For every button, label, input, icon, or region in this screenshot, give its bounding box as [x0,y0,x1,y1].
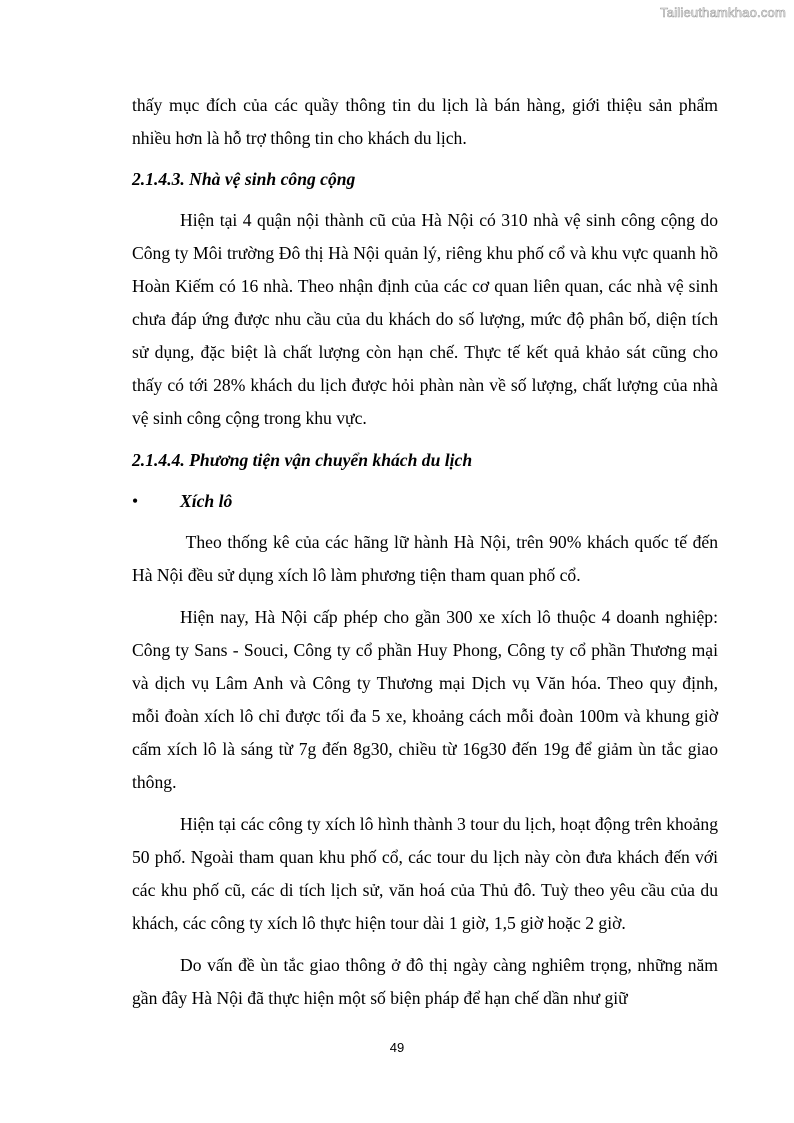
paragraph-public-toilets: Hiện tại 4 quận nội thành cũ của Hà Nội có 310 nhà vệ sinh công cộng do Công ty Môi trường Đô thị Hà Nội quản lý, riêng khu phố cổ và khu vực quanh hồ Hoàn Kiếm có 16 nhà. Theo nhận định của các cơ quan liên quan, các nhà vệ sinh chưa đáp ứng được nhu cầu của du khách do số lượng, mức độ phân bố, diện tích sử dụng, đặc biệt là chất lượng còn hạn chế. Thực tế kết quả khảo sát cũng cho thấy có tới 28% khách du lịch được hỏi phàn nàn về số lượng, chất lượng của nhà vệ sinh công cộng trong khu vực. [132,210,718,428]
bullet-icon: • [132,491,139,511]
paragraph-cyclo-tours: Hiện tại các công ty xích lô hình thành 3 tour du lịch, hoạt động trên khoảng 50 phố. Ngoài tham quan khu phố cổ, các tour du lịch này còn đưa khách đến với các khu phố cũ, các di tích lịch sử, văn hoá của Thủ đô. Tuỳ theo yêu cầu của du khách, các công ty xích lô thực hiện tour dài 1 giờ, 1,5 giờ hoặc 2 giờ. [132,814,718,933]
paragraph-traffic: Do vấn đề ùn tắc giao thông ở đô thị ngày càng nghiêm trọng, những năm gần đây Hà Nội đã thực hiện một số biện pháp để hạn chế dần như giữ [132,955,718,1008]
page-body [132,89,723,1024]
bullet-item-cyclo [132,485,718,518]
paragraph-cyclo-stats: Theo thống kê của các hãng lữ hành Hà Nội, trên 90% khách quốc tế đến Hà Nội đều sử dụng xích lô làm phương tiện tham quan phố cổ. [132,532,723,585]
watermark-text: Tailieuthamkhao.com [660,5,786,20]
page-number: 49 [389,1040,405,1055]
section-heading-public-toilets: 2.1.4.3. Nhà vệ sinh công cộng [132,169,356,189]
paragraph-continuation: thấy mục đích của các quầy thông tin du lịch là bán hàng, giới thiệu sản phẩm nhiều hơn là hỗ trợ thông tin cho khách du lịch. [132,95,718,148]
section-heading-transport: 2.1.4.4. Phương tiện vận chuyển khách du lịch [132,450,473,470]
paragraph-cyclo-licensing: Hiện nay, Hà Nội cấp phép cho gần 300 xe xích lô thuộc 4 doanh nghiệp: Công ty Sans - Souci, Công ty cổ phần Huy Phong, Công ty cổ phần Thương mại và dịch vụ Lâm Anh và Công ty Thương mại Dịch vụ Văn hóa. Theo quy định, mỗi đoàn xích lô chỉ được tối đa 5 xe, khoảng cách mỗi đoàn 100m và khung giờ cấm xích lô là sáng từ 7g đến 8g30, chiều từ 16g30 đến 19g để giảm ùn tắc giao thông. [132,607,718,792]
bullet-label: Xích lô [180,491,233,511]
